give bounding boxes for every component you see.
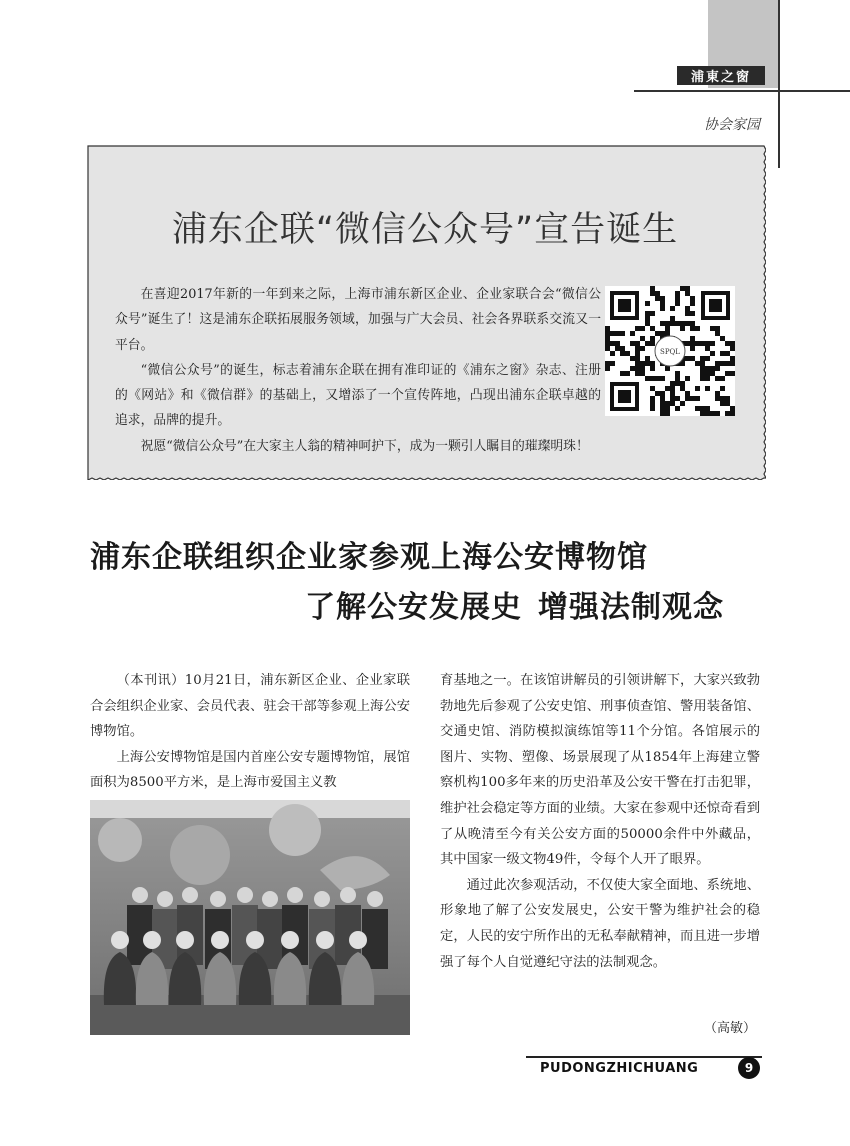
article-headline: 浦东企联组织企业家参观上海公安博物馆 xyxy=(90,540,648,575)
notice-title: 浦东企联“微信公众号”宣告诞生 xyxy=(171,210,679,250)
article-subheadline xyxy=(305,582,724,626)
person-head xyxy=(157,891,173,907)
person-head xyxy=(349,931,367,949)
footer-rule xyxy=(526,1056,762,1058)
section-title: 协会家园 xyxy=(704,117,760,133)
person-head xyxy=(367,891,383,907)
article-author: （高敏） xyxy=(703,1021,756,1036)
article-paragraph: 育基地之一。在该馆讲解员的引领讲解下，大家兴致勃勃地先后参观了公安史馆、刑事侦查馆、警用装备馆、交通史馆、消防模拟演练馆等11个分馆。各馆展示的图片、实物、塑像、场景展现了从1854年上海建立警察机构100多年来的历史沿革及公安干警在打击犯罪，维护社会稳定等方面的业绩。大家在参观中还惊奇看到了从晚清至今有关公安方面的50000余件中外藏品，其中国家一级文物49件，令每个人开了眼界。 xyxy=(440,673,760,868)
page-number: 9 xyxy=(738,1057,760,1079)
group-photo xyxy=(90,800,410,1035)
person-head xyxy=(211,931,229,949)
article-paragraph: 通过此次参观活动，不仅使大家全面地、系统地、形象地了解了公安发展史，公安干警为维护社会的稳定，人民的安宁所作出的无私奉献精神，而且进一步增强了每个人自觉遵纪守法的法制观念。 xyxy=(440,877,760,970)
person-head xyxy=(287,887,303,903)
header-horizontal-rule xyxy=(634,90,850,92)
qr-code xyxy=(605,286,735,416)
article-paragraph: 上海公安博物馆是国内首座公安专题博物馆，展馆面积为8500平方米，是上海市爱国主义教 xyxy=(90,749,410,791)
notice-paragraph: 在喜迎2017年新的一年到来之际，上海市浦东新区企业、企业家联合会“微信公众号”诞生了！这是浦东企联拓展服务领域，加强与广大会员、社会各界联系交流又一平台。 xyxy=(115,287,601,353)
person-head xyxy=(143,931,161,949)
subheadline-part: 增强法制观念 xyxy=(538,590,724,625)
person-head xyxy=(314,891,330,907)
header-vertical-rule xyxy=(778,0,780,168)
article-paragraph: （本刊讯）10月21日，浦东新区企业、企业家联合会组织企业家、会员代表、驻会干部等参观上海公安博物馆。 xyxy=(90,673,410,740)
person-head xyxy=(210,891,226,907)
person-head xyxy=(111,931,129,949)
subheadline-part: 了解公安发展史 xyxy=(305,590,522,625)
person-head xyxy=(132,887,148,903)
person-head xyxy=(316,931,334,949)
person-head xyxy=(176,931,194,949)
magazine-logo: 浦東之窗 xyxy=(677,66,765,85)
footer-magazine-name: PUDONGZHICHUANG xyxy=(540,1061,699,1076)
notice-paragraph: “微信公众号”的诞生，标志着浦东企联在拥有准印证的《浦东之窗》杂志、注册的《网站》和《微信群》的基础上，又增添了一个宣传阵地，凸现出浦东企联卓越的追求，品牌的提升。 xyxy=(115,362,601,429)
person-head xyxy=(262,891,278,907)
person-head xyxy=(246,931,264,949)
person-head xyxy=(281,931,299,949)
person-head xyxy=(340,887,356,903)
qr-center-label: SPQL xyxy=(660,348,680,356)
article-right-column xyxy=(440,668,760,975)
notice-paragraph: 祝愿“微信公众号”在大家主人翁的精神呵护下，成为一颗引人瞩目的璀璨明珠！ xyxy=(140,438,589,454)
article-left-column xyxy=(90,668,410,796)
person-head xyxy=(182,887,198,903)
notice-body xyxy=(115,282,601,459)
person-head xyxy=(237,887,253,903)
